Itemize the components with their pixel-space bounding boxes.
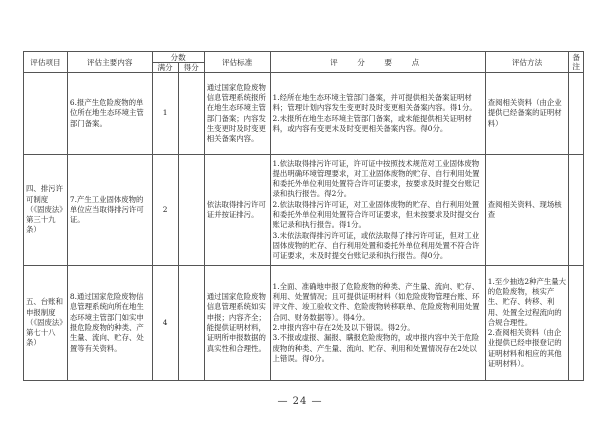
header-item: 评估项目: [24, 52, 68, 73]
method-cell: [485, 266, 569, 381]
method-line: 2.查阅相关资料（由企业提供已经申报登记的证明材料和相应的其他证明材料）。: [487, 328, 562, 369]
got-score-cell: [178, 266, 204, 381]
table-row: [24, 73, 584, 155]
point-line: 3.未依法取得排污许可证，或依法取得了排污许可证，但对工业固体废物的贮存、自行利用处置和委托外单位利用处置不符合许可证要求，未及时提交台账记录和执行报告。得0分。: [272, 230, 480, 261]
header-score: 分数: [152, 52, 204, 63]
point-line: 2.依法取得排污许可证，对工业固体废物的贮存、自行利用处置和委托外单位利用处置符合许可证要求，但未按要求及时提交台账记录和执行报告。得1分。: [272, 199, 480, 230]
item-cell: [24, 73, 68, 155]
table-row: [24, 155, 584, 266]
got-score-cell: [178, 155, 204, 266]
point-line: 2.未报所在地生态环境主管部门备案，或未能提供相关证明材料，或内容有变更未及时变更相关备案内容。得0分。: [272, 113, 472, 133]
evaluation-table: [23, 51, 584, 381]
page-number: — 24 —: [277, 396, 323, 407]
point-line: 2.申报内容中存在2处及以下错误。得2分。: [272, 323, 415, 332]
points-cell: [270, 155, 485, 266]
remark-cell: [569, 266, 584, 381]
point-line: 3.不报或虚报、漏报、瞒报危险废物的，或申报内容中关于危险废物的种类、产生量、流向、贮存、利用和处置情况存在2处以上错误。得0分。: [272, 333, 480, 363]
content-cell: 6.报产生危险废物的单位所在地生态环境主管部门备案。: [67, 73, 152, 155]
header-method: 评估方法: [485, 52, 569, 73]
header-points: 评 分 要 点: [270, 52, 485, 73]
header-standard: 评估标准: [204, 52, 270, 73]
header-got-score: 得分: [178, 63, 204, 73]
full-score-cell: 2: [152, 155, 178, 266]
point-line: 1.依法取得排污许可证，许可证中按照技术规范对工业固体废物提出明确环境管理要求，对工业固体废物的贮存、自行利用处置和委托外单位利用处置符合许可证要求，按要求及时提交台账记录和执行报告。得2分。: [272, 158, 480, 199]
standard-cell: 依法取得排污许可证并按证排污。: [204, 155, 270, 266]
remark-cell: [569, 73, 584, 155]
header-full-score: 满分: [152, 63, 178, 73]
full-score-cell: 1: [152, 73, 178, 155]
remark-cell: [569, 155, 584, 266]
header-remark: 备注: [569, 52, 584, 73]
method-line: 1.至少抽选2种产生量大的危险废物，核实产生、贮存、转移、利用、处置全过程流向的合规合理性。: [487, 276, 567, 327]
content-cell: 8.通过国家危险废物信息管理系统向所在地生态环境主管部门如实申报危险废物的种类、产生量、流向、贮存、处置等有关资料。: [67, 266, 152, 381]
got-score-cell: [178, 73, 204, 155]
method-cell: 查阅相关资料（由企业提供已经备案的证明材料）: [485, 73, 569, 155]
header-content: 评估主要内容: [67, 52, 152, 73]
standard-cell: 通过国家危险废物信息管理系统如实申报；内容齐全；能提供证明材料，证明所申报数据的真实性和合理性。: [204, 266, 270, 381]
points-cell: [270, 73, 485, 155]
point-line: 1.经所在地生态环境主管部门备案，并可提供相关备案证明材料；管理计划内容发生变更时及时变更相关备案内容。得1分。: [272, 92, 477, 113]
item-cell: 五、台账和申报制度（《固废法》第七十八条）: [24, 266, 68, 381]
method-cell: 查阅相关资料、现场核查: [485, 155, 569, 266]
standard-cell: 通过国家危险废物信息管理系统报所在地生态环境主管部门备案；内容发生变更时及时变更相关备案内容。: [204, 73, 270, 155]
content-cell: 7.产生工业固体废物的单位应当取得排污许可证。: [67, 155, 152, 266]
point-line: 1.全面、准确地申报了危险废物的种类、产生量、流向、贮存、利用、处置情况；且可提供证明材料（如危险废物管理台账、环评文件、竣工验收文件、危险废物转移联单、危险废物利用处置合同、财务数据等）。得4分。: [272, 281, 480, 322]
item-cell: 四、排污许可制度（《固废法》第三十九条）: [24, 155, 68, 266]
full-score-cell: 4: [152, 266, 178, 381]
table-row: [24, 266, 584, 381]
points-cell: [270, 266, 485, 381]
